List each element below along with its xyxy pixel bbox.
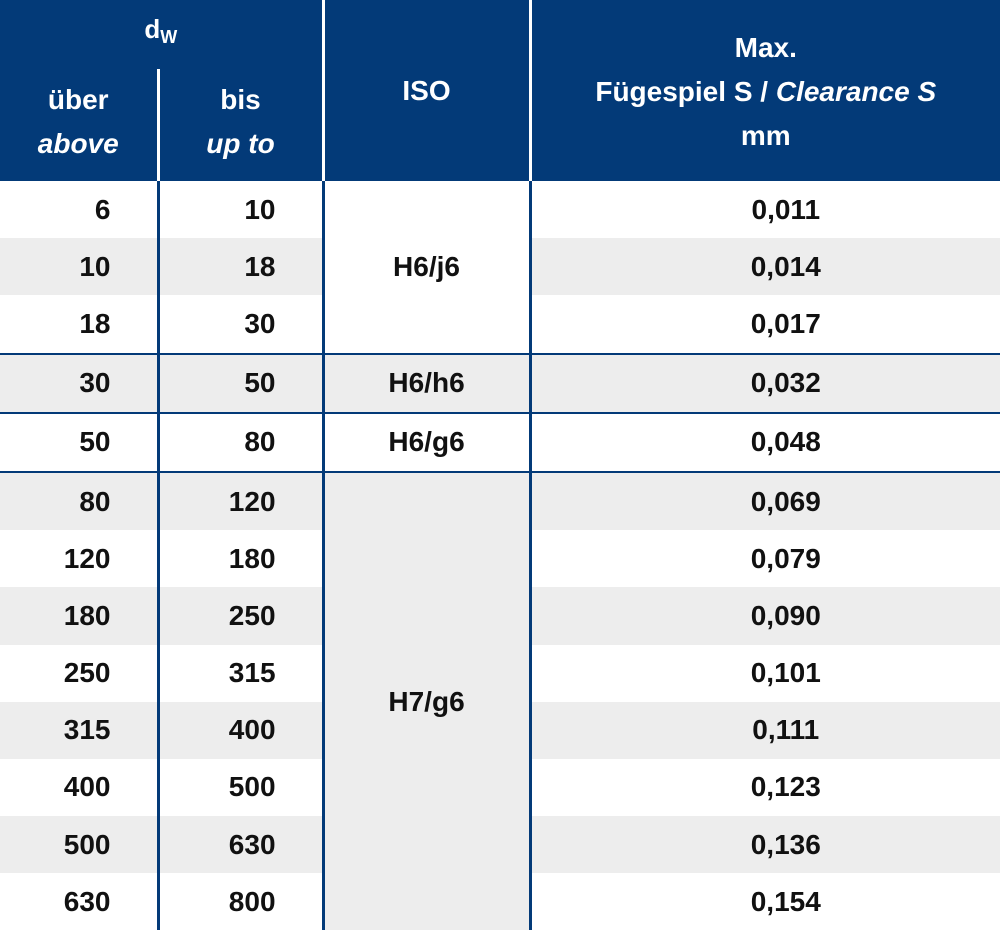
dw-subscript: W [160,27,178,47]
clearance-sep: / [752,75,776,107]
clearance-de: Fügespiel S [595,75,753,107]
upto-cell: 50 [158,354,323,413]
clearance-cell: 0,032 [530,354,1000,413]
upto-cell: 800 [158,873,323,930]
iso-cell: H6/h6 [323,354,530,413]
upto-cell: 500 [158,759,323,816]
header-unit: mm [740,119,791,151]
above-cell: 400 [0,759,158,816]
table-row [0,181,1000,238]
header-dw [0,0,323,69]
upto-cell: 30 [158,295,323,353]
above-de: über [47,84,109,115]
above-cell: 315 [0,702,158,759]
clearance-cell: 0,136 [530,816,1000,873]
above-cell: 250 [0,645,158,702]
above-cell: 6 [0,181,158,238]
upto-cell: 180 [158,530,323,587]
upto-cell: 10 [158,181,323,238]
iso-cell: H6/j6 [323,181,530,354]
table-row [0,413,1000,472]
header-max: Max. [734,31,797,63]
upto-cell: 315 [158,645,323,702]
above-cell: 18 [0,295,158,353]
clearance-en: Clearance S [775,75,937,107]
clearance-cell: 0,079 [530,530,1000,587]
clearance-cell: 0,014 [530,238,1000,295]
header-clearance [530,0,1000,181]
clearance-cell: 0,154 [530,873,1000,930]
clearance-cell: 0,090 [530,587,1000,644]
upto-cell: 80 [158,413,323,472]
dw-symbol: d [144,14,161,44]
header-above [0,69,158,181]
above-cell: 10 [0,238,158,295]
header-iso: ISO [323,0,530,181]
clearance-cell: 0,111 [530,702,1000,759]
header-upto [158,69,323,181]
upto-de: bis [220,84,261,115]
table-row [0,472,1000,530]
above-cell: 120 [0,530,158,587]
clearance-cell: 0,017 [530,295,1000,353]
above-cell: 50 [0,413,158,472]
upto-en: up to [206,128,275,159]
header-clearance-label [532,70,1000,114]
clearance-cell: 0,101 [530,645,1000,702]
above-cell: 80 [0,472,158,530]
above-cell: 630 [0,873,158,930]
upto-cell: 18 [158,238,323,295]
above-cell: 30 [0,354,158,413]
above-en: above [37,128,119,159]
clearance-cell: 0,123 [530,759,1000,816]
upto-cell: 120 [158,472,323,530]
upto-cell: 400 [158,702,323,759]
clearance-cell: 0,069 [530,472,1000,530]
iso-cell: H6/g6 [323,413,530,472]
above-cell: 500 [0,816,158,873]
clearance-cell: 0,011 [530,181,1000,238]
upto-cell: 630 [158,816,323,873]
table-row [0,354,1000,413]
upto-cell: 250 [158,587,323,644]
iso-cell: H7/g6 [323,472,530,930]
above-cell: 180 [0,587,158,644]
clearance-cell: 0,048 [530,413,1000,472]
